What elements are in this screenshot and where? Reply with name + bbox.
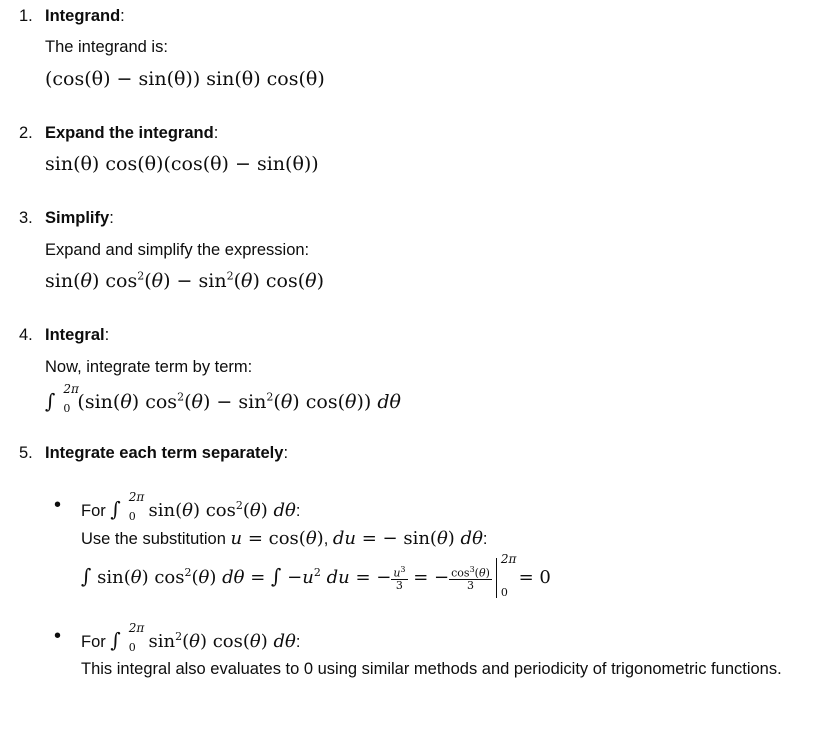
step-1-math: (cos(θ) − sin(θ)) sin(θ) cos(θ) xyxy=(45,68,325,90)
substitution-math-du: du = − sin(θ) dθ xyxy=(332,528,483,549)
bullet-2-math: ∫ 2π 0 $\sin^2(\theta)$ cos(θ) dθ xyxy=(110,621,296,654)
substitution-text: Use the substitution xyxy=(81,530,226,548)
step-5-title: Integrate each term separately xyxy=(45,444,284,462)
integral-sign: ∫ xyxy=(45,389,56,413)
substitution-colon: : xyxy=(482,530,488,548)
upper-limit: 2π xyxy=(63,382,79,396)
step-5-number: 5. xyxy=(19,444,33,462)
step-1-number: 1. xyxy=(19,7,33,25)
step-3-title: Simplify xyxy=(45,209,110,227)
step-5-colon: : xyxy=(283,444,289,462)
bullet-1-heading xyxy=(81,490,301,523)
step-2-colon: : xyxy=(213,124,219,142)
substitution-sep: , xyxy=(323,530,329,548)
bullet-1-math: ∫ 2π 0 sin(θ) $\cos^2(\theta)$ dθ xyxy=(110,490,296,523)
bullet-1-prefix: For xyxy=(81,502,106,520)
step-4-heading xyxy=(45,326,109,345)
bullet-1-substitution xyxy=(81,528,488,549)
step-4-number: 4. xyxy=(19,326,33,344)
bullet-2-suffix: : xyxy=(295,633,301,651)
bullet-2-heading xyxy=(81,621,301,654)
step-1-colon: : xyxy=(120,7,125,25)
step-1-heading xyxy=(45,7,125,26)
bullet-dot: • xyxy=(54,494,62,516)
bullet-2-prefix: For xyxy=(81,633,106,651)
step-4-text: Now, integrate term by term: xyxy=(45,358,253,376)
step-3-colon: : xyxy=(109,209,114,227)
step-3-math: sin(θ) $\cos^2(\theta) - \sin^2(\theta)$ cos(θ) xyxy=(45,269,325,292)
lower-limit: 0 xyxy=(63,402,71,415)
step-4-colon: : xyxy=(104,326,110,344)
step-3-number: 3. xyxy=(19,209,33,227)
integral-limits xyxy=(55,382,79,415)
step-3-text: Expand and simplify the expression: xyxy=(45,241,310,259)
substitution-math-u: u = cos(θ) xyxy=(230,528,324,549)
step-4-math: ∫ 2π 0 (sin(θ) $\cos^2(\theta) - \sin^2(\theta)$ cos(θ)) dθ xyxy=(45,382,401,415)
step-2-math: sin(θ) cos(θ)(cos(θ) − sin(θ)) xyxy=(45,153,319,175)
step-1-title: Integrand xyxy=(45,7,121,25)
bullet-1-result-math: ∫ sin(θ) $\cos^2(\theta) d\theta$ = ∫ $-u^2$ du = − $\frac{u^3}{3}$ = − $\frac{\cos^3(\theta)}{3}$ 2π 0 = 0 xyxy=(81,552,551,599)
bullet-2-text: This integral also evaluates to 0 using similar methods and periodicity of trigonometric functions. xyxy=(81,660,782,678)
step-2-number: 2. xyxy=(19,124,33,142)
step-3-heading xyxy=(45,209,114,228)
step-2-heading xyxy=(45,124,218,143)
step-2-title: Expand the integrand xyxy=(45,124,214,142)
bullet-dot: • xyxy=(54,625,62,647)
step-5-heading xyxy=(45,444,288,463)
step-4-title: Integral xyxy=(45,326,105,344)
step-1-text: The integrand is: xyxy=(45,38,168,56)
bullet-1-suffix: : xyxy=(295,502,301,520)
